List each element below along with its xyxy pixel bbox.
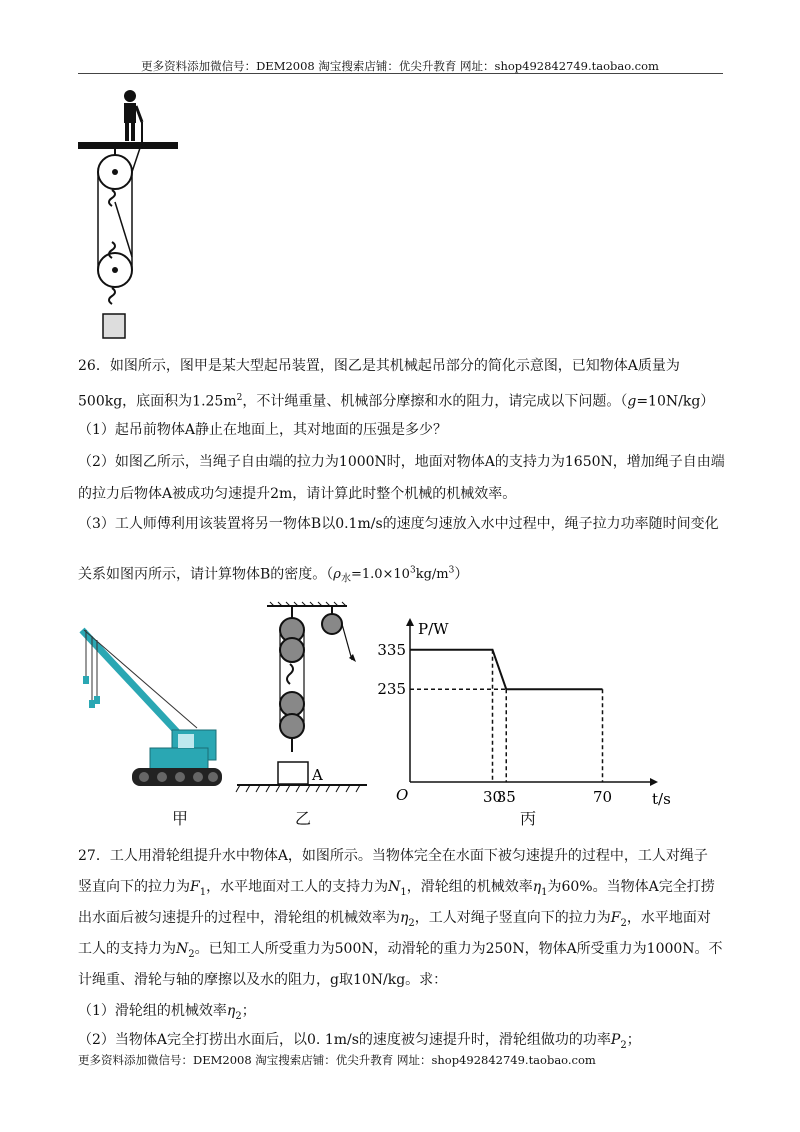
power-time-chart — [377, 612, 671, 812]
q26-sub2b: 的拉力后物体A被成功匀速提升2m，请计算此时整个机械的机械效率。 — [78, 486, 517, 502]
x-tick-30: 30 — [482, 788, 503, 806]
x-axis-label: t/s — [652, 790, 671, 808]
pulley-figure-top — [70, 82, 190, 344]
y-axis-label: P/W — [418, 620, 449, 638]
y-axis-arrow — [406, 618, 414, 626]
pulley-block-figure — [232, 602, 372, 798]
q26-sub2a: （2）如图乙所示，当绳子自由端的拉力为1000N时，地面对物体A的支持力为1650N，增加绳子自由端 — [78, 454, 725, 470]
object-a-label: A — [312, 766, 323, 784]
power-series-line — [410, 650, 603, 689]
x-tick-70: 70 — [592, 788, 613, 806]
figure-label-yi: 乙 — [295, 809, 312, 828]
q27-line1: 27．工人用滑轮组提升水中物体A，如图所示。当物体完全在水面下被匀速提升的过程中，工人对绳子 — [78, 848, 708, 864]
figure-label-jia: 甲 — [172, 809, 189, 828]
q27-line4: 工人的支持力为$N_2$。已知工人所受重力为500N，动滑轮的重力为250N，物体A所受重力为1000N。不 — [78, 941, 723, 960]
q26-line2: 500kg，底面积为$1.25m^2$，不计绳重量、机械部分摩擦和水的阻力，请完成以下问题。（g=10N/kg） — [78, 393, 715, 410]
q27-line3: 出水面后被匀速提升的过程中，滑轮组的机械效率为$\eta_2$，工人对绳子竖直向下的拉力为$F_2$，水平地面对 — [78, 910, 711, 929]
header-divider — [78, 73, 723, 74]
q26-sub3a: （3）工人师傅利用该装置将另一物体B以0.1m/s的速度匀速放入水中过程中，绳子拉力功率随时间变化 — [78, 516, 719, 532]
y-tick-335: 335 — [377, 640, 406, 659]
q26-sub3b: 关系如图丙所示，请计算物体B的密度。$(\rho_水=1.0\times 10^3kg/m^3)$ — [78, 566, 469, 585]
q27-line5: 计绳重、滑轮与轴的摩擦以及水的阻力，g取10N/kg。求： — [78, 972, 448, 988]
page-header: 更多资料添加微信号：DEM2008 淘宝搜索店铺：优尖升教育 网址：shop492842749.taobao.com — [141, 59, 659, 73]
q26-sub1: （1）起吊前物体A静止在地面上，其对地面的压强是多少？ — [78, 422, 448, 438]
q26-line1: 26．如图所示，图甲是某大型起吊装置，图乙是其机械起吊部分的简化示意图，已知物体A质量为 — [78, 358, 680, 374]
crane-figure — [72, 618, 232, 800]
x-axis-arrow — [650, 778, 658, 786]
page-footer: 更多资料添加微信号：DEM2008 淘宝搜索店铺：优尖升教育 网址：shop492842749.taobao.com — [78, 1053, 596, 1067]
q27-line2: 竖直向下的拉力为$F_1$，水平地面对工人的支持力为$N_1$，滑轮组的机械效率$\eta_1$为60%。当物体A完全打捞 — [78, 879, 715, 898]
x-tick-35: 35 — [496, 788, 516, 806]
figure-label-bing: 丙 — [520, 809, 537, 828]
y-tick-235: 235 — [377, 680, 406, 699]
q27-sub1: （1）滑轮组的机械效率$\eta_2$； — [78, 1003, 256, 1022]
q27-sub2: （2）当物体A完全打捞出水面后，以0. 1m/s的速度被匀速提升时，滑轮组做功的功率$P_2$； — [78, 1032, 641, 1051]
origin-label: O — [396, 786, 409, 804]
